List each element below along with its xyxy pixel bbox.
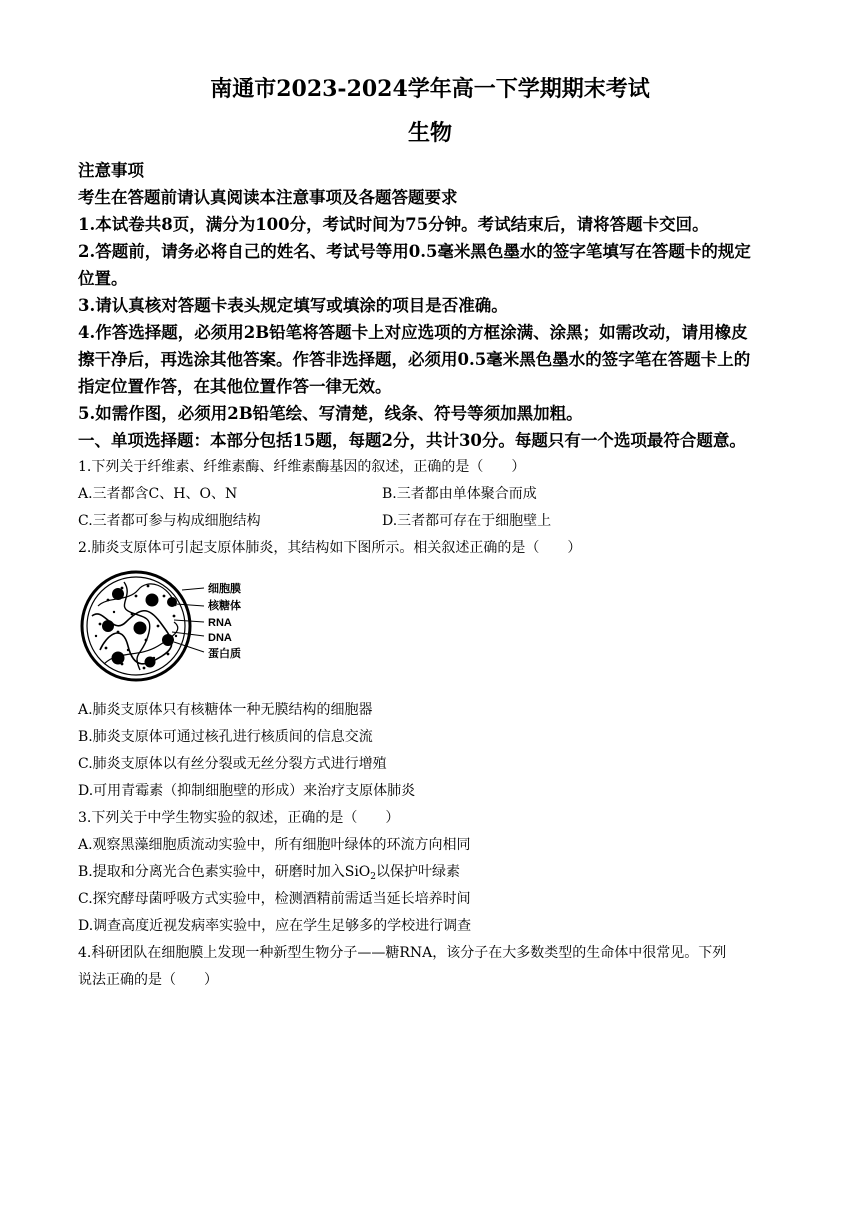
q1-option-b: B.三者都由单体聚合而成 xyxy=(382,486,537,502)
label-protein: 蛋白质 xyxy=(208,648,241,660)
q4-stem-line1: 4.科研团队在细胞膜上发现一种新型生物分子——糖RNA，该分子在大多数类型的生命体中很常见。下列 xyxy=(78,945,727,961)
q1-stem: 1.下列关于纤维素、纤维素酶、纤维素酶基因的叙述，正确的是（ ） xyxy=(78,459,526,475)
note-item-3: 3.请认真核对答题卡表头规定填写或填涂的项目是否准确。 xyxy=(78,296,508,315)
notes-intro: 考生在答题前请认真阅读本注意事项及各题答题要求 xyxy=(78,188,458,207)
q1-option-c: C.三者都可参与构成细胞结构 xyxy=(78,513,261,529)
q2-option-a: A.肺炎支原体只有核糖体一种无膜结构的细胞器 xyxy=(78,702,373,718)
q3-option-b-text-end: 以保护叶绿素 xyxy=(376,864,461,880)
q2-option-b: B.肺炎支原体可通过核孔进行核质间的信息交流 xyxy=(78,729,373,745)
label-ribosome: 核糖体 xyxy=(208,600,241,612)
q3-option-b-subscript: 2 xyxy=(370,872,377,882)
note-item-2-cont: 位置。 xyxy=(78,269,128,288)
note-item-4: 4.作答选择题，必须用2B铅笔将答题卡上对应选项的方框涂满、涂黑；如需改动，请用橡皮 xyxy=(78,323,748,342)
q3-option-d: D.调查高度近视发病率实验中，应在学生足够多的学校进行调查 xyxy=(78,918,472,934)
note-item-2: 2.答题前，请务必将自己的姓名、考试号等用0.5毫米黑色墨水的签字笔填写在答题卡的规定 xyxy=(78,242,751,261)
q3-option-a: A.观察黑藻细胞质流动实验中，所有细胞叶绿体的环流方向相同 xyxy=(78,837,471,853)
label-rna: RNA xyxy=(208,617,232,629)
note-item-1: 1.本试卷共8页，满分为100分，考试时间为75分钟。考试结束后，请将答题卡交回。 xyxy=(78,215,709,234)
notes-heading: 注意事项 xyxy=(78,161,144,180)
q3-stem: 3.下列关于中学生物实验的叙述，正确的是（ ） xyxy=(78,810,400,826)
q2-option-c: C.肺炎支原体以有丝分裂或无丝分裂方式进行增殖 xyxy=(78,756,387,772)
q3-option-c: C.探究酵母菌呼吸方式实验中，检测酒精前需适当延长培养时间 xyxy=(78,891,471,907)
q1-option-d: D.三者都可存在于细胞壁上 xyxy=(382,513,552,529)
mycoplasma-diagram xyxy=(78,566,258,686)
section-heading: 一、单项选择题：本部分包括15题，每题2分，共计30分。每题只有一个选项最符合题意。 xyxy=(78,431,746,450)
q2-stem: 2.肺炎支原体可引起支原体肺炎，其结构如下图所示。相关叙述正确的是（ ） xyxy=(78,540,582,556)
q3-option-b xyxy=(78,862,790,887)
label-cell-membrane: 细胞膜 xyxy=(208,583,241,595)
note-item-4-cont2: 指定位置作答，在其他位置作答一律无效。 xyxy=(78,377,392,396)
label-dna: DNA xyxy=(208,632,232,644)
exam-title: 南通市2023-2024学年高一下学期期末考试 xyxy=(210,76,650,102)
q1-option-a: A.三者都含C、H、O、N xyxy=(78,486,238,502)
q4-stem-line2: 说法正确的是（ ） xyxy=(78,972,218,988)
note-item-5: 5.如需作图，必须用2B铅笔绘、写清楚，线条、符号等须加黑加粗。 xyxy=(78,404,583,423)
note-item-4-cont1: 擦干净后，再选涂其他答案。作答非选择题，必须用0.5毫米黑色墨水的签字笔在答题卡上的 xyxy=(78,350,751,369)
q3-option-b-text: B.提取和分离光合色素实验中，研磨时加入SiO xyxy=(78,864,371,880)
exam-subject: 生物 xyxy=(407,120,452,146)
q2-option-d: D.可用青霉素（抑制细胞壁的形成）来治疗支原体肺炎 xyxy=(78,783,416,799)
